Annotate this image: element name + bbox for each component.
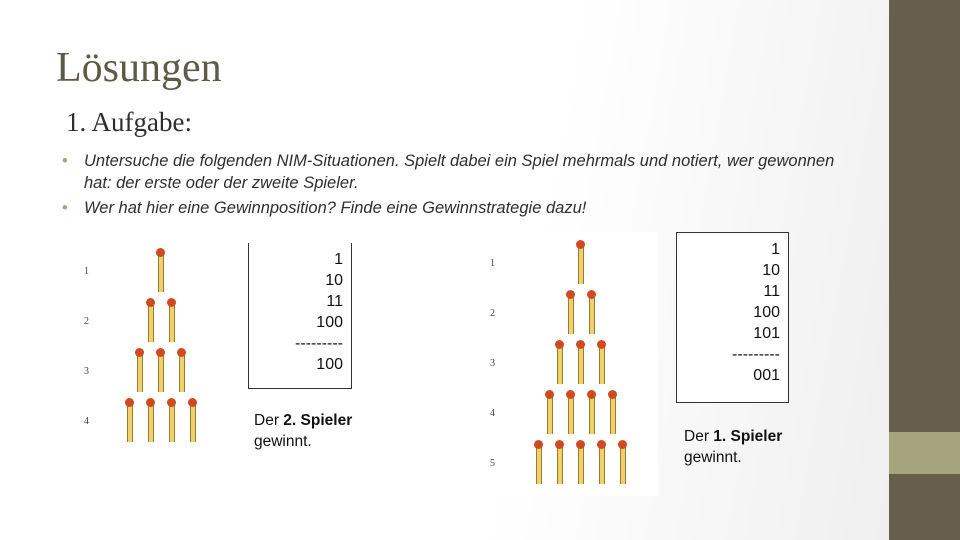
calc-line: 1 [334, 251, 343, 268]
matchstick[interactable] [190, 404, 196, 442]
matchstick[interactable] [578, 246, 584, 284]
matchstick[interactable] [148, 304, 154, 342]
binary-calculation-left [248, 243, 352, 389]
row-number: 5 [490, 458, 495, 469]
bullet-icon: • [62, 152, 68, 170]
matchstick[interactable] [557, 446, 563, 484]
matchstick[interactable] [599, 446, 605, 484]
bullet-item [62, 197, 862, 219]
matchstick[interactable] [568, 296, 574, 334]
matchstick[interactable] [568, 396, 574, 434]
matchstick[interactable] [169, 304, 175, 342]
row-number: 2 [84, 316, 89, 327]
matchstick[interactable] [578, 346, 584, 384]
bullet-list [62, 150, 862, 219]
row-number: 2 [490, 308, 495, 319]
matchstick-pyramid-right [478, 232, 658, 496]
winner-player: 1. Spieler [713, 428, 783, 445]
calc-line: 100 [316, 314, 343, 331]
row-number: 4 [84, 416, 89, 427]
calc-line: 100 [753, 304, 780, 321]
matchstick[interactable] [158, 354, 164, 392]
matchstick[interactable] [578, 446, 584, 484]
winner-player: 2. Spieler [283, 412, 353, 429]
matchstick[interactable] [589, 396, 595, 434]
bullet-text: Wer hat hier eine Gewinnposition? Finde eine Gewinnstrategie dazu! [84, 199, 587, 217]
bullet-item [62, 150, 862, 194]
row-number: 1 [490, 258, 495, 269]
calc-separator: --------- [732, 346, 780, 363]
binary-calculation-right [676, 232, 789, 403]
slide-subtitle: 1. Aufgabe: [66, 107, 192, 137]
winner-text-left [254, 410, 384, 452]
calc-result: 001 [753, 367, 780, 384]
bullet-icon: • [62, 199, 68, 217]
calc-line: 11 [763, 283, 780, 300]
matchstick[interactable] [620, 446, 626, 484]
winner-prefix: Der [684, 428, 714, 445]
slide-title: Lösungen [56, 45, 222, 91]
matchstick-pyramid-left [74, 240, 224, 448]
winner-suffix: gewinnt. [684, 449, 742, 466]
matchstick[interactable] [536, 446, 542, 484]
row-number: 3 [490, 358, 495, 369]
matchstick[interactable] [179, 354, 185, 392]
matchstick[interactable] [610, 396, 616, 434]
row-number: 3 [84, 366, 89, 377]
side-accent [889, 432, 960, 474]
row-number: 4 [490, 408, 495, 419]
matchstick[interactable] [169, 404, 175, 442]
calc-line: 10 [325, 272, 343, 289]
calc-line: 101 [753, 325, 780, 342]
matchstick[interactable] [158, 254, 164, 292]
calc-line: 1 [771, 241, 780, 258]
winner-suffix: gewinnt. [254, 433, 312, 450]
matchstick[interactable] [137, 354, 143, 392]
winner-text-right [684, 426, 814, 468]
calc-result: 100 [316, 356, 343, 373]
calc-separator: --------- [295, 335, 343, 352]
matchstick[interactable] [599, 346, 605, 384]
matchstick[interactable] [148, 404, 154, 442]
calc-line: 11 [326, 293, 343, 310]
matchstick[interactable] [557, 346, 563, 384]
matchstick[interactable] [127, 404, 133, 442]
matchstick[interactable] [547, 396, 553, 434]
matchstick[interactable] [589, 296, 595, 334]
winner-prefix: Der [254, 412, 284, 429]
row-number: 1 [84, 266, 89, 277]
calc-line: 10 [762, 262, 780, 279]
bullet-text: Untersuche die folgenden NIM-Situationen. Spielt dabei ein Spiel mehrmals und notiert, wer gewonnen hat: der erste oder der zweite Spieler. [84, 152, 835, 192]
